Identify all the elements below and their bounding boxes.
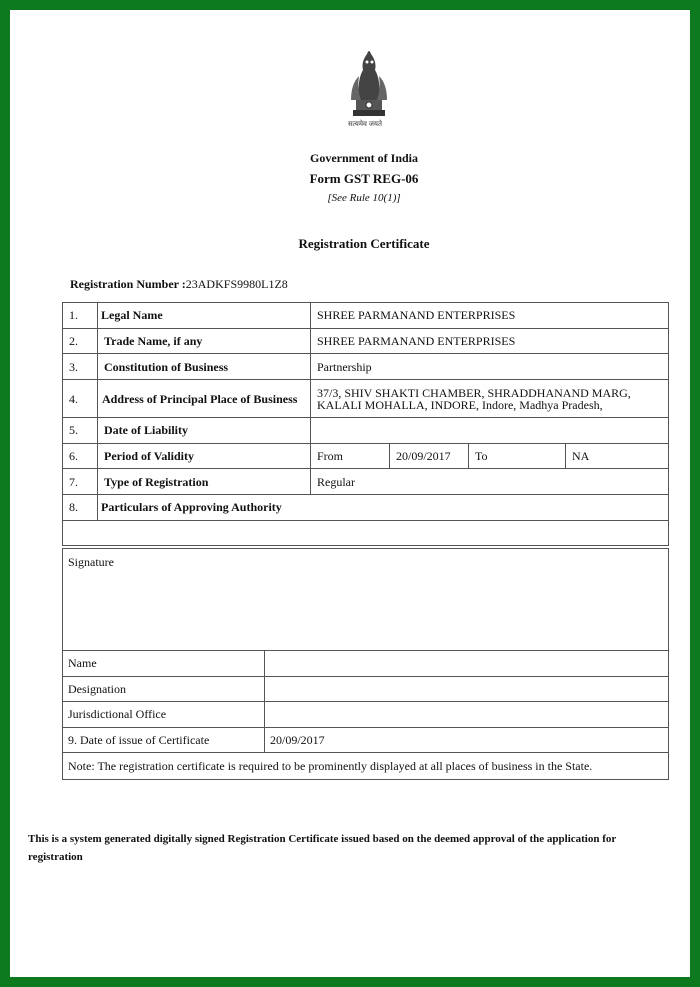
table-row [63,727,669,753]
date-of-liability-value [311,418,669,444]
note-text: Note: The registration certificate is required to be prominently displayed at all places of business in the State. [63,753,669,780]
table-row [63,651,669,677]
trade-name-value: SHREE PARMANAND ENTERPRISES [311,328,669,354]
row-number: 4. [63,380,98,418]
table-row [63,495,669,521]
registration-details-table [62,302,669,546]
address-value: 37/3, SHIV SHAKTI CHAMBER, SHRADDHANAND MARG, KALALI MOHALLA, INDORE, Indore, Madhya Pradesh, [311,380,669,418]
signature-label: Signature [63,549,669,651]
row-number: 1. [63,303,98,329]
approving-authority-table [62,548,669,780]
constitution-value: Partnership [311,354,669,380]
validity-from-label: From [311,443,390,469]
designation-value [265,676,669,702]
table-row [63,676,669,702]
certificate-page [10,10,690,977]
row-label: Date of Liability [98,418,311,444]
national-emblem-icon [339,40,399,130]
registration-type-value: Regular [311,469,669,495]
table-row [63,418,669,444]
row-number: 6. [63,443,98,469]
table-row [63,380,669,418]
legal-name-value: SHREE PARMANAND ENTERPRISES [311,303,669,329]
row-label: Trade Name, if any [98,328,311,354]
validity-to-label: To [469,443,566,469]
registration-number-label: Registration Number : [70,277,186,291]
emblem-motto: सत्यमेव जयते [348,120,382,128]
office-label: Jurisdictional Office [63,702,265,728]
form-title: Form GST REG-06 [309,171,419,186]
office-value [265,702,669,728]
row-number: 3. [63,354,98,380]
row-number: 2. [63,328,98,354]
row-label: Particulars of Approving Authority [98,495,669,521]
table-row [63,702,669,728]
row-label: Type of Registration [98,469,311,495]
rule-reference: [See Rule 10(1)] [327,192,401,204]
registration-number-value: 23ADKFS9980L1Z8 [185,277,288,291]
table-row [63,753,669,780]
row-number: 8. [63,495,98,521]
registration-number [70,277,288,292]
signature-row [63,549,669,651]
row-label: Constitution of Business [98,354,311,380]
system-generated-note: This is a system generated digitally signed Registration Certificate issued based on the deemed approval of the application for registration [28,833,617,863]
issue-date-label: 9. Date of issue of Certificate [63,727,265,753]
issue-date-value: 20/09/2017 [265,727,669,753]
row-label: Address of Principal Place of Business [98,380,311,418]
table-row [63,469,669,495]
name-label: Name [63,651,265,677]
row-label: Legal Name [98,303,311,329]
table-row [63,443,669,469]
validity-to-value: NA [566,443,669,469]
designation-label: Designation [63,676,265,702]
blank-row [63,520,669,545]
row-number: 7. [63,469,98,495]
table-row [63,328,669,354]
document-title: Registration Certificate [298,236,430,251]
table-row [63,303,669,329]
validity-from-value: 20/09/2017 [390,443,469,469]
name-value [265,651,669,677]
table-row [63,354,669,380]
government-heading: Government of India [310,151,418,165]
row-label: Period of Validity [98,443,311,469]
row-number: 5. [63,418,98,444]
